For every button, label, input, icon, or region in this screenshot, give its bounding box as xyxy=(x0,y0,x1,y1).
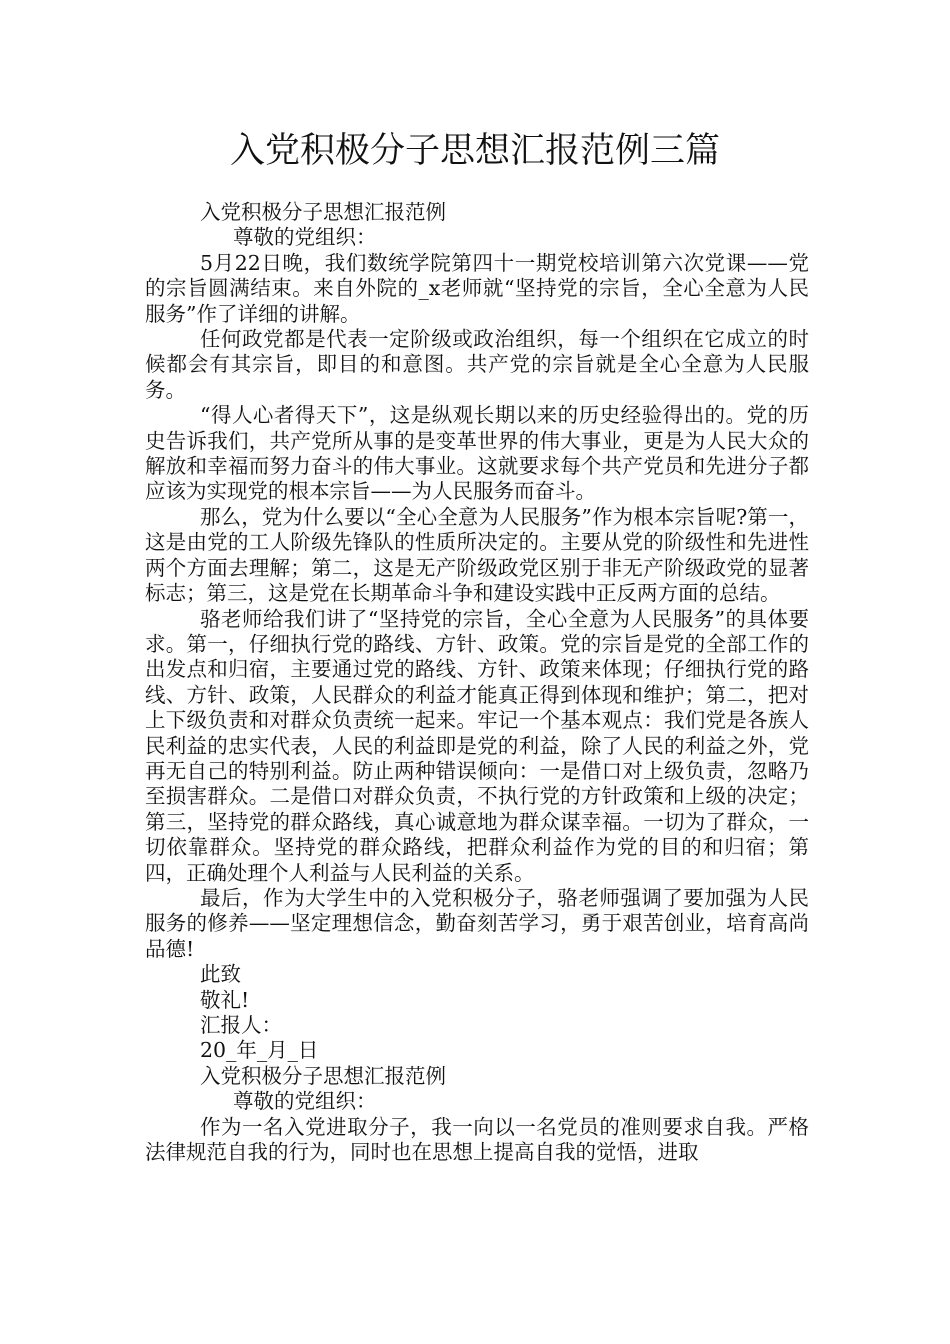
paragraph: 敬礼! xyxy=(200,987,250,1012)
document-title: 入党积极分子思想汇报范例三篇 xyxy=(229,131,720,171)
paragraph: 最后，作为大学生中的入党积极分子，骆老师强调了要加强为人民服务的修养——坚定理想信念，勤奋刻苦学习，勇于艰苦创业，培育高尚品德! xyxy=(145,885,809,961)
paragraph: 此致 xyxy=(200,962,241,987)
paragraph: 骆老师给我们讲了“坚持党的宗旨，全心全意为人民服务”的具体要求。第一，仔细执行党的路线、方针、政策。党的宗旨是党的全部工作的出发点和归宿，主要通过党的路线、方针、政策来体现；仔细执行党的路线、方针、政策，人民群众的利益才能真正得到体现和维护；第二，把对上下级负责和对群众负责统一起来。牢记一个基本观点：我们党是各族人民利益的忠实代表，人民的利益即是党的利益，除了人民的利益之外，党再无自己的特别利益。防止两种错误倾向：一是借口对上级负责，忽略乃至损害群众。二是借口对群众负责，不执行党的方针政策和上级的决定；第三，坚持党的群众路线，真心诚意地为群众谋幸福。一切为了群众，一切依靠群众。坚持党的群众路线，把群众利益作为党的目的和归宿；第四，正确处理个人利益与人民利益的关系。 xyxy=(145,606,809,885)
paragraph: 尊敬的党组织： xyxy=(233,1089,377,1114)
paragraph: 入党积极分子思想汇报范例 xyxy=(200,200,446,224)
paragraph: “得人心者得天下”，这是纵观长期以来的历史经验得出的。党的历史告诉我们，共产党所从事的是变革世界的伟大事业，更是为人民大众的解放和幸福而努力奋斗的伟大事业。这就要求每个共产党员和先进分子都应该为实现党的根本宗旨——为人民服务而奋斗。 xyxy=(145,403,809,504)
paragraph: 汇报人： xyxy=(200,1013,282,1037)
paragraph: 尊敬的党组织： xyxy=(233,225,377,250)
paragraph: 作为一名入党进取分子，我一向以一名党员的准则要求自我。严格法律规范自我的行为，同时也在思想上提高自我的觉悟，进取 xyxy=(145,1114,809,1165)
paragraph: 5月22日晚，我们数统学院第四十一期党校培训第六次党课——党的宗旨圆满结束。来自外院的_x老师就“坚持党的宗旨，全心全意为人民服务”作了详细的讲解。 xyxy=(145,250,809,326)
paragraph: 任何政党都是代表一定阶级或政治组织，每一个组织在它成立的时候都会有其宗旨，即目的和意图。共产党的宗旨就是全心全意为人民服务。 xyxy=(145,327,809,402)
paragraph: 那么，党为什么要以“全心全意为人民服务”作为根本宗旨呢?第一，这是由党的工人阶级先锋队的性质所决定的。主要从党的阶级性和先进性两个方面去理解；第二，这是无产阶级政党区别于非无产阶级政党的显著标志；第三，这是党在长期革命斗争和建设实践中正反两方面的总结。 xyxy=(145,504,809,606)
paragraph: 入党积极分子思想汇报范例 xyxy=(200,1063,446,1088)
paragraph: 20_年_月_日 xyxy=(200,1038,319,1063)
document-body xyxy=(145,200,809,1165)
